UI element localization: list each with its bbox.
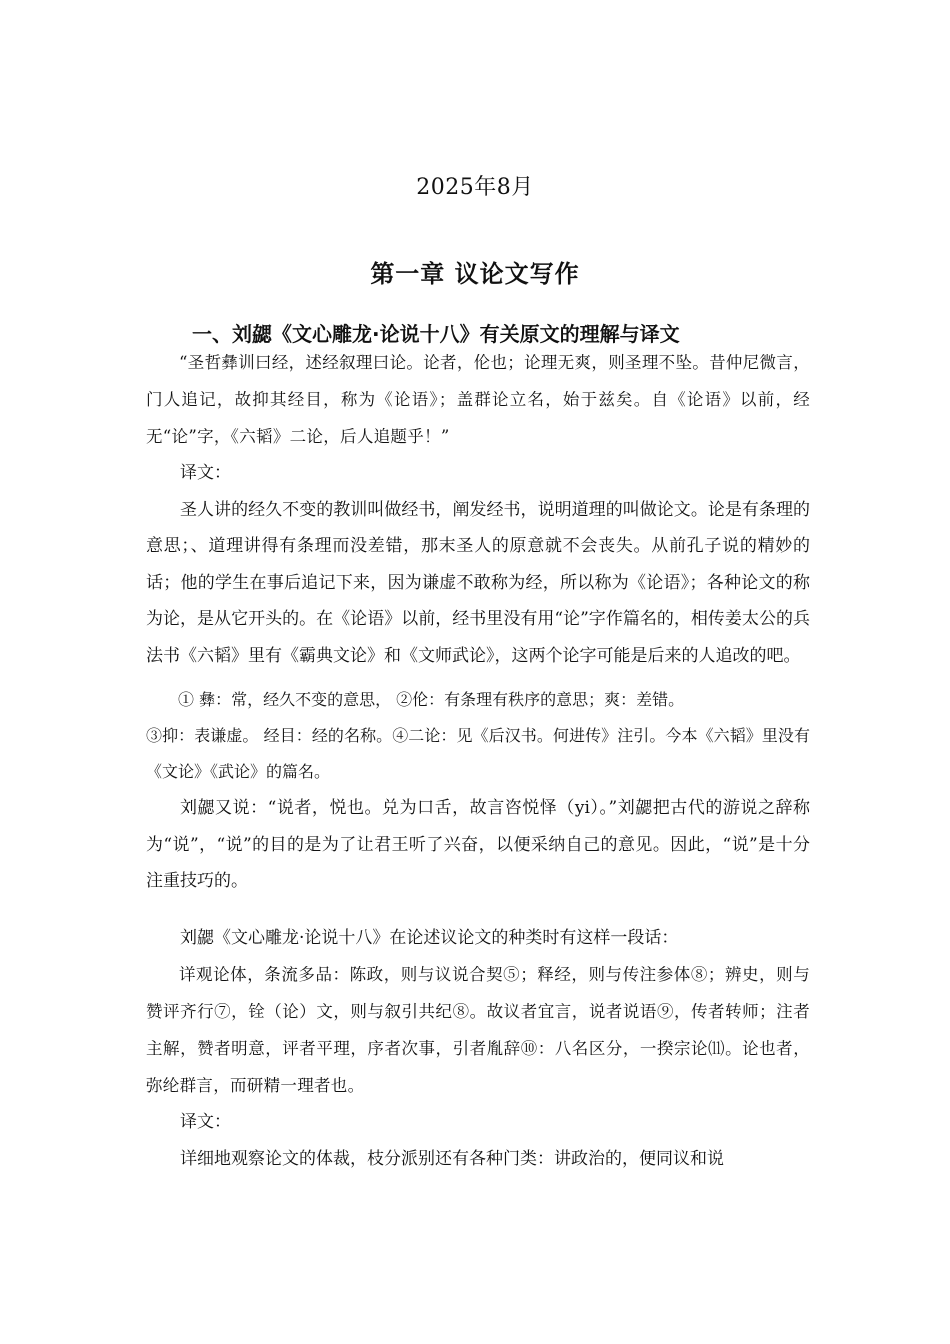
document-date: 2025年8月 [416,175,534,200]
translation-paragraph-2: 详细地观察论文的体裁，枝分派别还有各种门类：讲政治的，便同议和说 [180,1148,724,1169]
translation-label-1: 译文： [180,463,231,483]
translation-paragraph-1: 圣人讲的经久不变的教训叫做经书，阐发经书，说明道理的叫做论文。论是有条理的意思；、道理讲得有条理而没差错，那末圣人的原意就不会丧失。从前孔子说的精妙的话；他的学生在事后追记下来，因为谦虚不敢称为经，所以称为《论语》；各种论文的称为论，是从它开头的。在《论语》以前，经书里没有用“论”字作篇名的，相传姜太公的兵法书《六韬》里有《霸典文论》和《文师武论》，这两个论字可能是后来的人追改的吧。 [146,499,810,666]
annotation-line-2: ③抑：表谦虚。 经目：经的名称。④二论：见《后汉书。何进传》注引。今本《六韬》里没有《文论》《武论》的篇名。 [146,726,810,781]
translation-label-2: 译文： [180,1112,231,1132]
original-quote-1: “圣哲彝训曰经，述经叙理曰论。论者，伦也；论理无爽，则圣理不坠。昔仲尼微言，门人追记，故抑其经目，称为《论语》；盖群论立名，始于兹矣。自《论语》以前，经无“论”字，《六韬》二论，后人追题乎！” [146,353,810,446]
paragraph-shuo: 刘勰又说：“说者，悦也。兑为口舌，故言咨悦怿（yi）。”刘勰把古代的游说之辞称为“说”，“说”的目的是为了让君王听了兴奋，以便采纳自己的意见。因此，“说”是十分注重技巧的。 [146,798,810,891]
section-title: 一、刘勰《文心雕龙·论说十八》有关原文的理解与译文 [192,322,680,346]
original-quote-2: 详观论体，条流多品：陈政，则与议说合契⑤；释经，则与传注参体⑧；辨史，则与赞评齐行⑦，铨（论）文，则与叙引共纪⑧。故议者宜言，说者说语⑨，传者转师；注者主解，赞者明意，评者平理，序者次事，引者胤辞⑩：八名区分，一揆宗论⑾。论也者，弥纶群言，而研精一理者也。 [146,965,810,1095]
chapter-title: 第一章 议论文写作 [370,260,580,288]
annotation-line-1: ① 彝：常，经久不变的意思， ②伦：有条理有秩序的意思；爽：差错。 [178,690,685,709]
intro-paragraph-2: 刘勰《文心雕龙·论说十八》在论述议论文的种类时有这样一段话： [180,927,679,948]
document-body [146,344,810,1177]
